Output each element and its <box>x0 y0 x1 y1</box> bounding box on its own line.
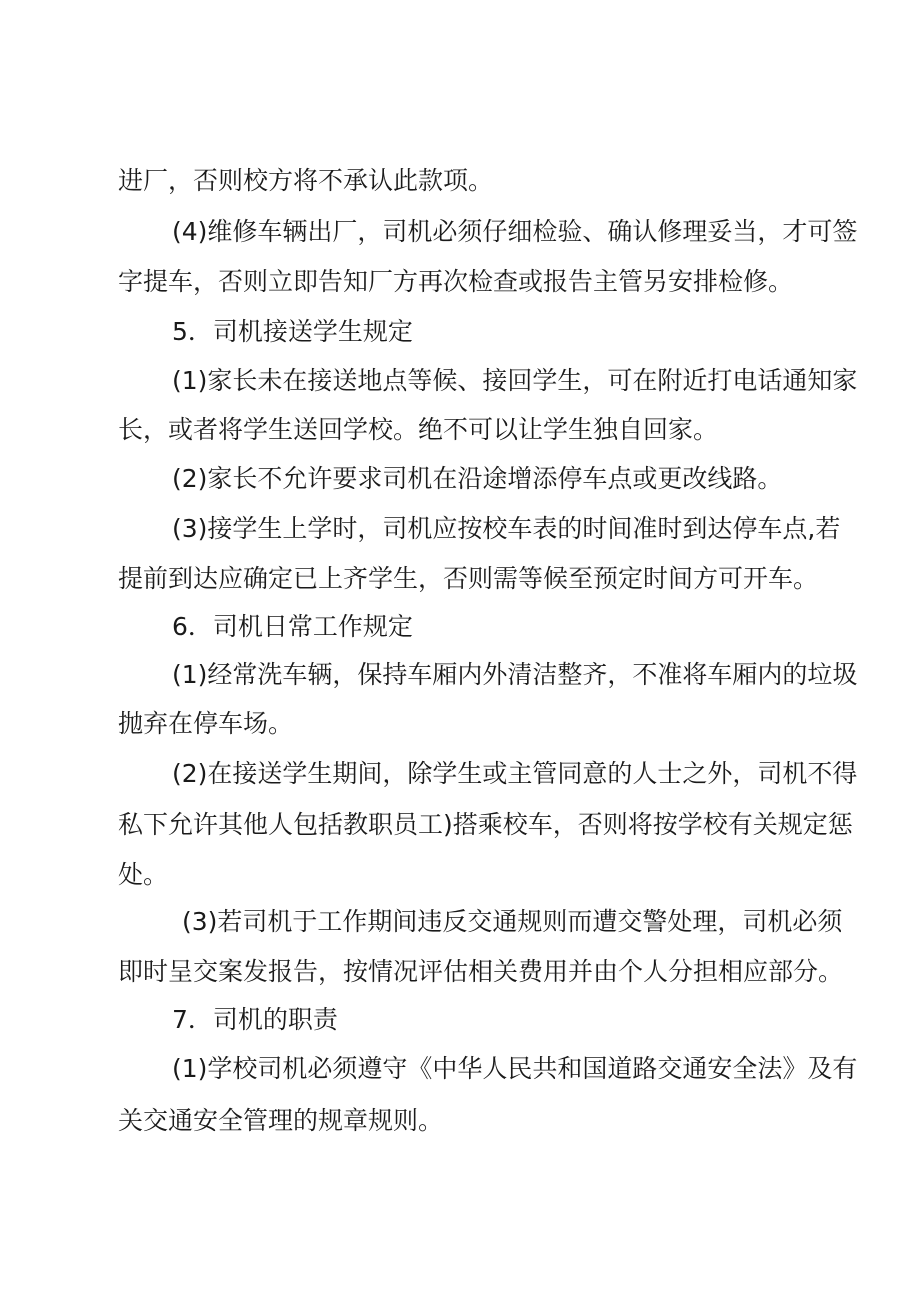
text-line: 关交通安全管理的规章规则。 <box>118 1106 444 1135</box>
text-line: (1)经常洗车辆，保持车厢内外清洁整齐，不准将车厢内的垃圾 <box>172 660 858 689</box>
text-line: 私下允许其他人包括教职员工)搭乘校车，否则将按学校有关规定惩 <box>118 810 853 839</box>
text-line: (2)家长不允许要求司机在沿途增添停车点或更改线路。 <box>172 464 783 493</box>
section-heading: 7．司机的职责 <box>172 1005 338 1034</box>
text-line: (1)家长未在接送地点等候、接回学生，可在附近打电话通知家 <box>172 366 858 395</box>
text-line: (3)若司机于工作期间违反交通规则而遭交警处理，司机必须 <box>182 907 843 936</box>
text-line: (3)接学生上学时，司机应按校车表的时间准时到达停车点,若 <box>172 514 841 543</box>
text-line: (2)在接送学生期间，除学生或主管同意的人士之外，司机不得 <box>172 759 858 788</box>
text-line: (4)维修车辆出厂，司机必须仔细检验、确认修理妥当，才可签 <box>172 217 858 246</box>
text-line: 处。 <box>118 860 169 889</box>
text-line: 提前到达应确定已上齐学生，否则需等候至预定时间方可开车。 <box>118 564 819 593</box>
text-line: 长，或者将学生送回学校。绝不可以让学生独自回家。 <box>118 415 719 444</box>
text-line: 抛弃在停车场。 <box>118 709 294 738</box>
section-heading: 5．司机接送学生规定 <box>172 317 413 346</box>
section-heading: 6．司机日常工作规定 <box>172 612 413 641</box>
text-line: 进厂，否则校方将不承认此款项。 <box>118 166 494 195</box>
text-line: 字提车，否则立即告知厂方再次检查或报告主管另安排检修。 <box>118 267 794 296</box>
text-line: (1)学校司机必须遵守《中华人民共和国道路交通安全法》及有 <box>172 1054 858 1083</box>
text-line: 即时呈交案发报告，按情况评估相关费用并由个人分担相应部分。 <box>118 957 844 986</box>
